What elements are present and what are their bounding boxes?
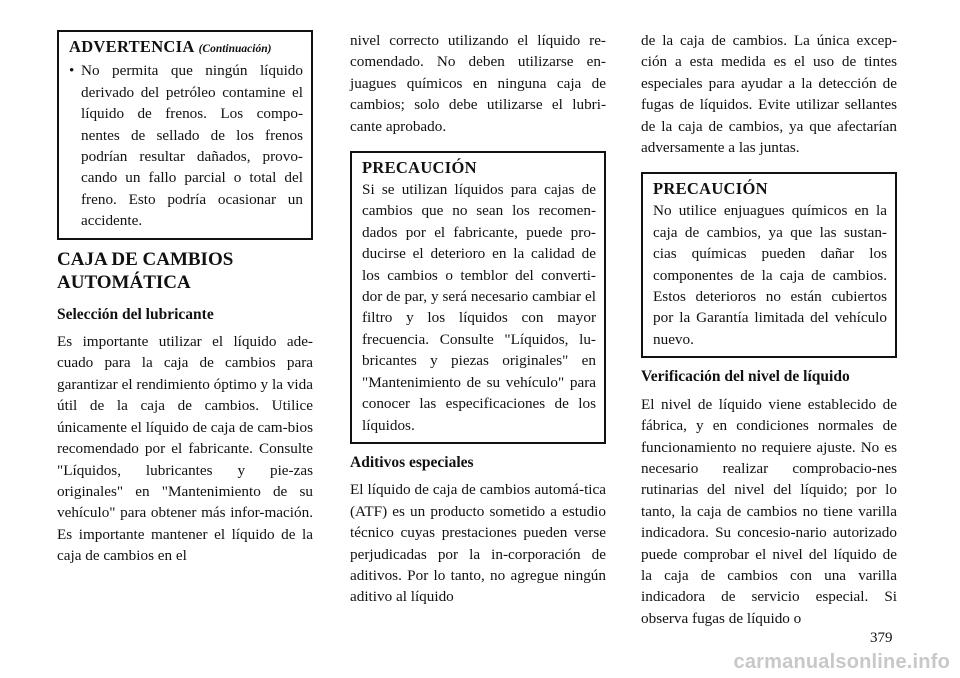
col3-paragraph-1: de la caja de cambios. La única excep-ción a esta medida es el uso de tintes especiales para ayudar a la detección de fugas de líquidos. Evite utilizar sellantes de la caja de cambios, ya que afectarían adversamente a las juntas. [641,32,897,157]
subheading-lubricant: Selección del lubricante [57,305,214,323]
watermark: carmanualsonline.info [733,651,950,673]
column-3 [641,30,897,635]
lubricant-paragraph: Es importante utilizar el líquido ade-cuado para la caja de cambios para garantizar el rendimiento óptimo y la vida útil de la caja de cambios. Utilice únicamente el líquido de caja de cam-bios recomendado por el fabricante. Consulte "Líquidos, lubricantes y pie-zas originales" en "Mantenimiento de su vehículo" para obtener más infor-mación. Es importante mantener el líquido de la caja de cambios en el [57,333,313,565]
column-1 [57,30,313,573]
caution-box-1 [350,151,606,444]
warning-box [57,30,313,240]
caution-text-2: No utilice enjuagues químicos en la caja de cambios, ya que las sustan-cias químicas pueden dañar los componentes de la caja de cambios. Estos deterioros no están cubiertos por la Garantía limitada del vehículo nuevo. [653,202,887,348]
page-number: 379 [870,630,893,646]
warning-subtitle: (Continuación) [198,43,272,55]
column-2 [350,30,606,614]
caution-text-1: Si se utilizan líquidos para cajas de cambios que no sean los recomen-dados por el fabricante, puede pro-ducirse el deterioro en la calidad de los cambios o temblor del converti-dor de par, y será necesario cambiar el filtro y los líquidos con mayor frecuencia. Consulte "Líquidos, lu-bricantes y piezas originales" en "Mantenimiento de su vehículo" para conocer las especificaciones de los líquidos. [362,181,596,434]
col2-paragraph-1: nivel correcto utilizando el líquido re-comendado. No deben utilizarse en-juagues químicos en ninguna caja de cambios; solo debe utilizarse el lubri-cante aprobado. [350,32,606,135]
additives-paragraph: El líquido de caja de cambios automá-tica (ATF) es un producto sometido a estudio técnico cuyas prestaciones pueden verse perjudicadas por la in-corporación de aditivos. Por lo tanto, no agregue ningún aditivo al líquido [350,481,606,606]
warning-bullet-text: No permita que ningún líquido derivado del petróleo contamine el líquido de frenos. Los compo-nentes de sellado de los frenos podrían resultar dañados, provo-cando un fallo parcial o total del freno. Esto podría ocasionar un accidente. [81,62,303,230]
warning-header [69,36,303,60]
bullet-icon: • [69,62,75,80]
section-heading: CAJA DE CAMBIOS AUTOMÁTICA [57,248,234,293]
warning-bullet [69,60,303,231]
caution-box-2 [641,172,897,358]
subheading-fluid-level: Verificación del nivel de líquido [641,368,850,386]
caution-title-2: PRECAUCIÓN [653,179,768,199]
fluid-level-paragraph: El nivel de líquido viene establecido de fábrica, y en condiciones normales de funcionamiento no requiere ajuste. No es necesario realizar comprobacio-nes rutinarias del nivel del líquido; por lo tanto, la caja de cambios no tiene varilla indicadora. Su concesio-nario autorizado puede comprobar el nivel del líquido de la caja de cambios con una varilla indicadora de servicio especial. Si observa fugas de líquido o [641,395,897,627]
caution-title-1: PRECAUCIÓN [362,158,477,178]
subheading-additives: Aditivos especiales [350,453,474,471]
warning-title: ADVERTENCIA [69,37,195,56]
